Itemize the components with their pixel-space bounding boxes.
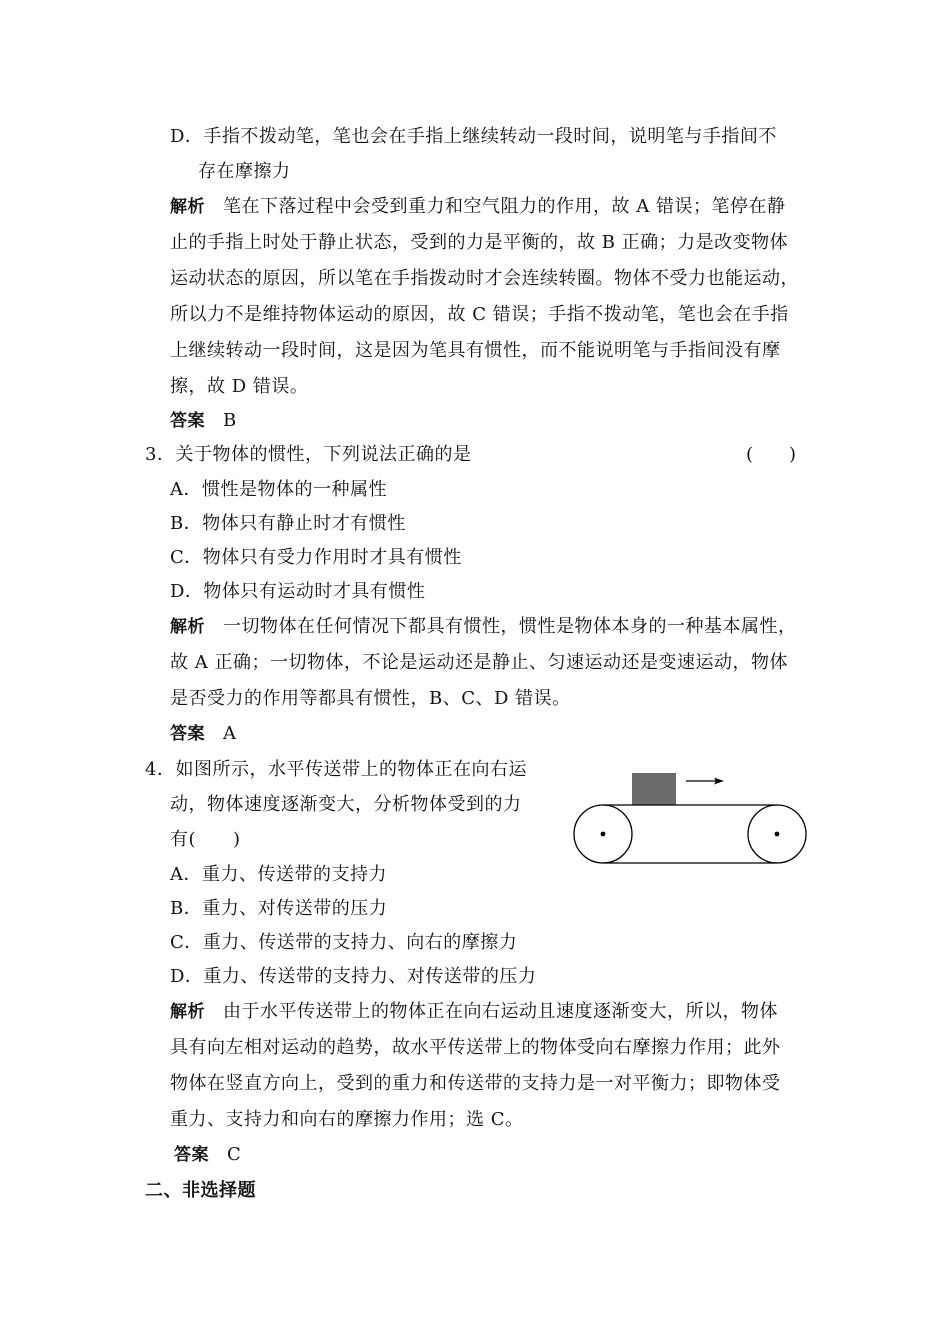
q2-answer-value: B [223,410,237,431]
q3-analysis-line-2: 故 A 正确；一切物体，不论是运动还是静止、匀速运动还是变速运动，物体 [170,652,788,673]
q2-analysis-line-1 [170,195,785,219]
q3-stem: 3．关于物体的惯性，下列说法正确的是 [145,444,472,465]
q3-option-d: D．物体只有运动时才具有惯性 [170,581,426,602]
q4-option-c: C．重力、传送带的支持力、向右的摩擦力 [170,932,518,953]
q4-answer-label: 答案 [174,1145,209,1165]
q2-analysis-line-3: 运动状态的原因，所以笔在手指拨动时才会连续转圈。物体不受力也能运动， [170,268,799,289]
right-pulley-axle [775,832,780,837]
q2-analysis-label: 解析 [170,197,205,217]
q3-option-c: C．物体只有受力作用时才具有惯性 [170,547,462,568]
q2-analysis-line-4: 所以力不是维持物体运动的原因，故 C 错误；手指不拨动笔，笔也会在手指 [170,304,789,325]
q2-analysis-line-2: 止的手指上时处于静止状态，受到的力是平衡的，故 B 正确；力是改变物体 [170,232,789,253]
q4-stem-line-3: 有( ) [170,829,241,850]
q3-option-a: A．惯性是物体的一种属性 [170,479,387,500]
q4-option-a: A．重力、传送带的支持力 [170,864,387,885]
q4-stem-line-1: 4．如图所示，水平传送带上的物体正在向右运 [145,759,527,780]
block-on-belt [632,773,676,805]
q2-analysis-line-6: 擦，故 D 错误。 [170,376,309,397]
q3-analysis-line-3: 是否受力的作用等都具有惯性，B、C、D 错误。 [170,688,571,709]
q3-option-b: B．物体只有静止时才有惯性 [170,513,406,534]
q3-answer-label: 答案 [170,724,205,744]
q4-answer [174,1143,241,1167]
q4-option-b: B．重力、对传送带的压力 [170,898,388,919]
q4-stem-line-2: 动，物体速度逐渐变大，分析物体受到的力 [170,794,522,815]
q2-answer-label: 答案 [170,411,205,431]
q4-option-d: D．重力、传送带的支持力、对传送带的压力 [170,966,537,987]
q4-analysis-line-4: 重力、支持力和向右的摩擦力作用；选 C。 [170,1109,524,1130]
q3-answer-paren: ( ) [746,444,797,465]
q3-answer [170,722,237,746]
section-title: 二、非选择题 [145,1180,256,1201]
q2-option-d-line1: D．手指不拨动笔，笔也会在手指上继续转动一段时间，说明笔与手指间不 [170,126,777,147]
q3-answer-value: A [223,723,237,744]
q2-option-d-line2: 存在摩擦力 [198,161,291,182]
q2-answer [170,409,237,433]
q3-analysis-text: 一切物体在任何情况下都具有惯性，惯性是物体本身的一种基本属性， [223,616,797,637]
q4-analysis-line-2: 具有向左相对运动的趋势，故水平传送带上的物体受向右摩擦力作用；此外 [170,1037,781,1058]
q4-answer-value: C [227,1144,242,1165]
q3-analysis-line-1 [170,615,797,639]
left-pulley-axle [601,832,606,837]
q4-analysis-label: 解析 [170,1002,205,1022]
q3-analysis-label: 解析 [170,617,205,637]
q4-analysis-line-3: 物体在竖直方向上，受到的重力和传送带的支持力是一对平衡力；即物体受 [170,1073,781,1094]
q2-analysis-line-5: 上继续转动一段时间，这是因为笔具有惯性，而不能说明笔与手指间没有摩 [170,340,781,361]
q4-analysis-line-1 [170,1000,778,1024]
q4-analysis-text: 由于水平传送带上的物体正在向右运动且速度逐渐变大，所以，物体 [223,1001,778,1022]
conveyor-belt-figure [568,765,818,875]
q2-analysis-text: 笔在下落过程中会受到重力和空气阻力的作用，故 A 错误；笔停在静 [223,196,786,217]
